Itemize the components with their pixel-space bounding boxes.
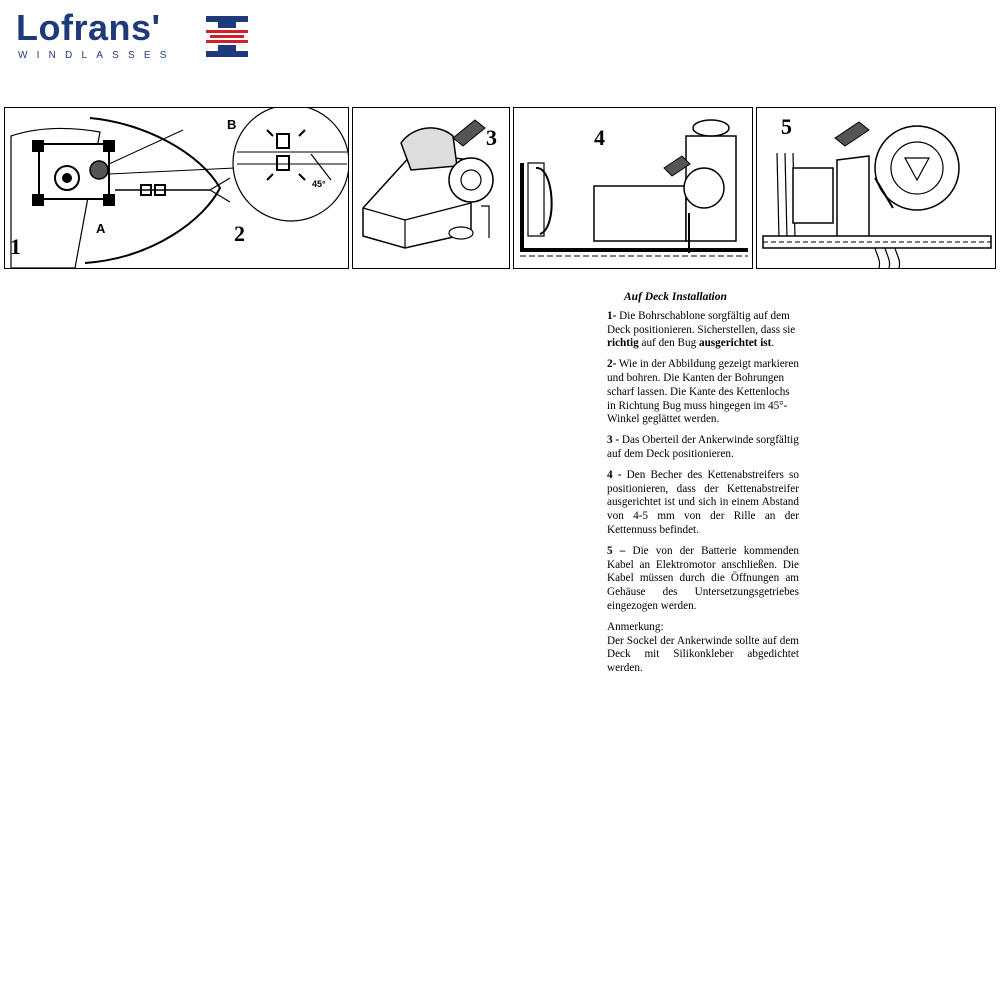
section-title: Auf Deck Installation <box>624 291 727 303</box>
step-4 <box>607 469 799 538</box>
note-text: Der Sockel der Ankerwinde sollte auf dem Deck mit Silikonkleber abgedichtet werden. <box>607 634 799 675</box>
brand-name: Lofrans' <box>16 7 161 48</box>
note <box>607 621 799 676</box>
chain-stripper-illustration <box>514 108 753 269</box>
step-3 <box>607 434 799 462</box>
step-number: 1- <box>607 309 617 322</box>
note-title: Anmerkung: <box>607 620 664 633</box>
figure-number: 4 <box>594 125 605 150</box>
step-text: Den Becher des Kettenabstreifers so positionieren, dass der Kettenabstreifer ausgerichtet ist und sich in einem Abstand von 4-5 mm von der Rille an der Kettennuss befindet. <box>607 468 799 536</box>
angle-label: 45° <box>312 179 326 189</box>
step-number: 3 - <box>607 434 620 447</box>
motor-wiring-illustration <box>757 108 996 269</box>
step-text: Die Bohrschablone sorgfältig auf dem Deck positionieren. Sicherstellen, dass sie <box>607 309 796 336</box>
step-5 <box>607 545 799 614</box>
brand-logo <box>14 8 249 60</box>
figure-panel-motor-wiring <box>756 107 996 269</box>
figure-number: 2 <box>234 221 245 246</box>
step-1 <box>607 310 799 351</box>
figure-number: 1 <box>10 234 21 259</box>
step-text: . <box>771 337 775 350</box>
step-emphasis: richtig <box>607 337 639 350</box>
step-text: auf den Bug <box>638 337 699 350</box>
step-emphasis: ausgerichtet ist <box>698 337 772 350</box>
step-text: Wie in der Abbildung gezeigt markieren und bohren. Die Kanten der Bohrungen scharf lassen. Die Kante des Kettenlochs in Richtung Bug muss hingegen im 45°-Winkel geglättet werden. <box>607 358 799 426</box>
figure-label-a: A <box>96 221 106 236</box>
installation-instructions <box>607 291 799 683</box>
figure-panel-template <box>4 107 349 269</box>
figure-panel-chain-stripper <box>513 107 753 269</box>
step-text: Das Oberteil der Ankerwinde sorgfältig auf dem Deck positionieren. <box>607 434 799 460</box>
step-number: 5 – <box>607 544 626 557</box>
drill-template-illustration <box>5 108 349 269</box>
figure-number: 5 <box>781 114 792 139</box>
brand-tagline: WINDLASSES <box>18 50 176 61</box>
figure-label-b: B <box>227 117 237 132</box>
figure-panel-windlass <box>352 107 510 269</box>
figure-number: 3 <box>486 125 497 150</box>
step-number: 2- <box>607 358 617 371</box>
step-2 <box>607 358 799 427</box>
step-number: 4 - <box>607 468 622 481</box>
windlass-logo-icon <box>204 12 250 58</box>
step-text: Die von der Batterie kommenden Kabel an Elektromotor anschließen. Die Kabel müssen durch die Öffnungen am Gehäuse des Untersetzungsgetriebes eingezogen werden. <box>607 544 800 612</box>
